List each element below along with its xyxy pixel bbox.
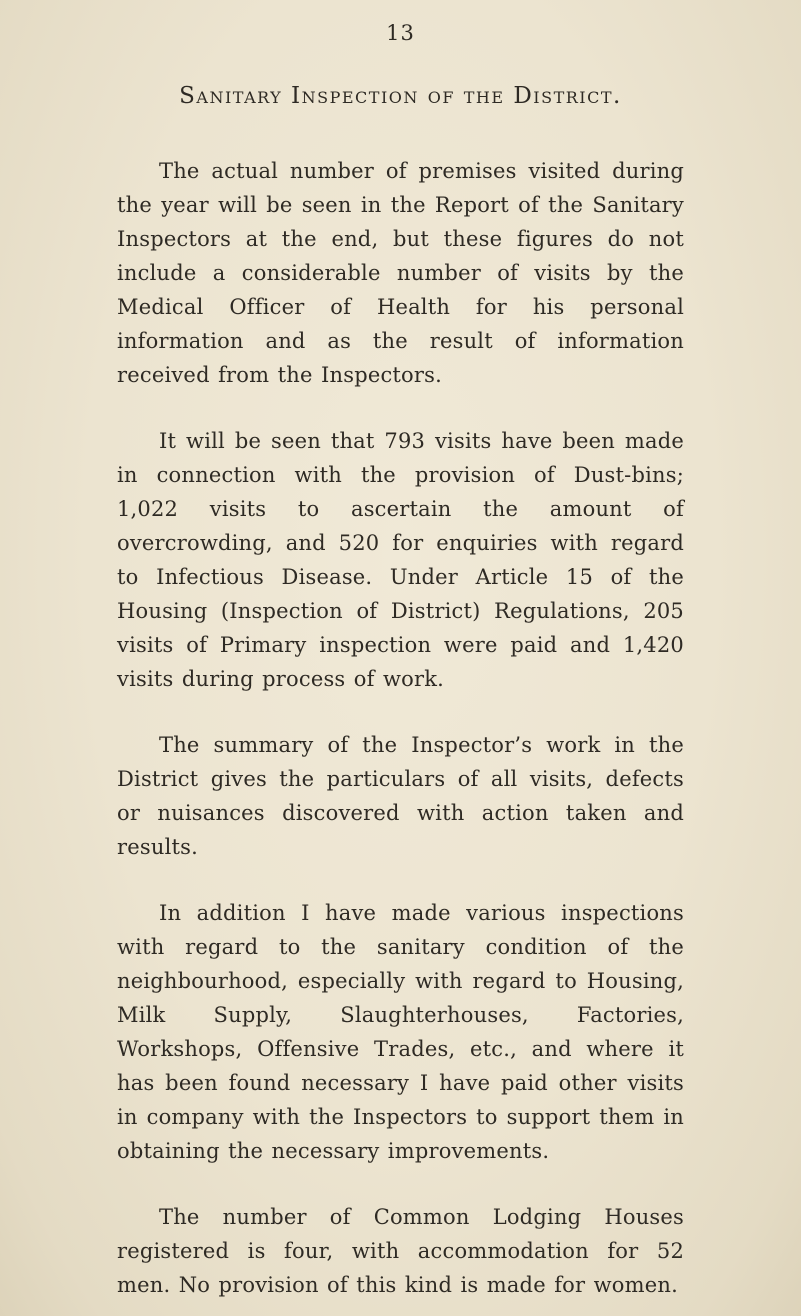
text-block — [117, 20, 684, 1302]
paragraph-visit-counts: It will be seen that 793 visits have been made in connection with the provision of Dust-bins; 1,022 visits to ascertain the amount of overcrowding, and 520 for enquiries with regard to Infectious Disease. Under Article 15 of the Housing (Inspection of District) Regulations, 205 visits of Primary inspection were paid and 1,420 visits during process of work. — [117, 429, 684, 691]
paragraph-inspector-summary: The summary of the Inspector’s work in the District gives the particulars of all visits, defects or nuisances discovered with action taken and results. — [117, 733, 684, 859]
paragraph-lodging-houses: The number of Common Lodging Houses registered is four, with accommodation for 52 men. No provision of this kind is made for women. — [117, 1205, 684, 1297]
paragraph-additional-inspections: In addition I have made various inspections with regard to the sanitary condition of the neighbourhood, especially with regard to Housing, Milk Supply, Slaughterhouses, Factories, Workshops, Offensive Trades, etc., and where it has been found necessary I have paid other visits in company with the Inspectors to support them in obtaining the necessary improvements. — [117, 901, 684, 1163]
section-heading: Sanitary Inspection of the District. — [179, 83, 622, 109]
page-number: 13 — [386, 21, 415, 45]
paragraph-premises-visited: The actual number of premises visited during the year will be seen in the Report of the Sanitary Inspectors at the end, but these figures do not include a considerable number of visits by the Medical Officer of Health for his personal information and as the result of information received from the Inspectors. — [117, 159, 684, 387]
